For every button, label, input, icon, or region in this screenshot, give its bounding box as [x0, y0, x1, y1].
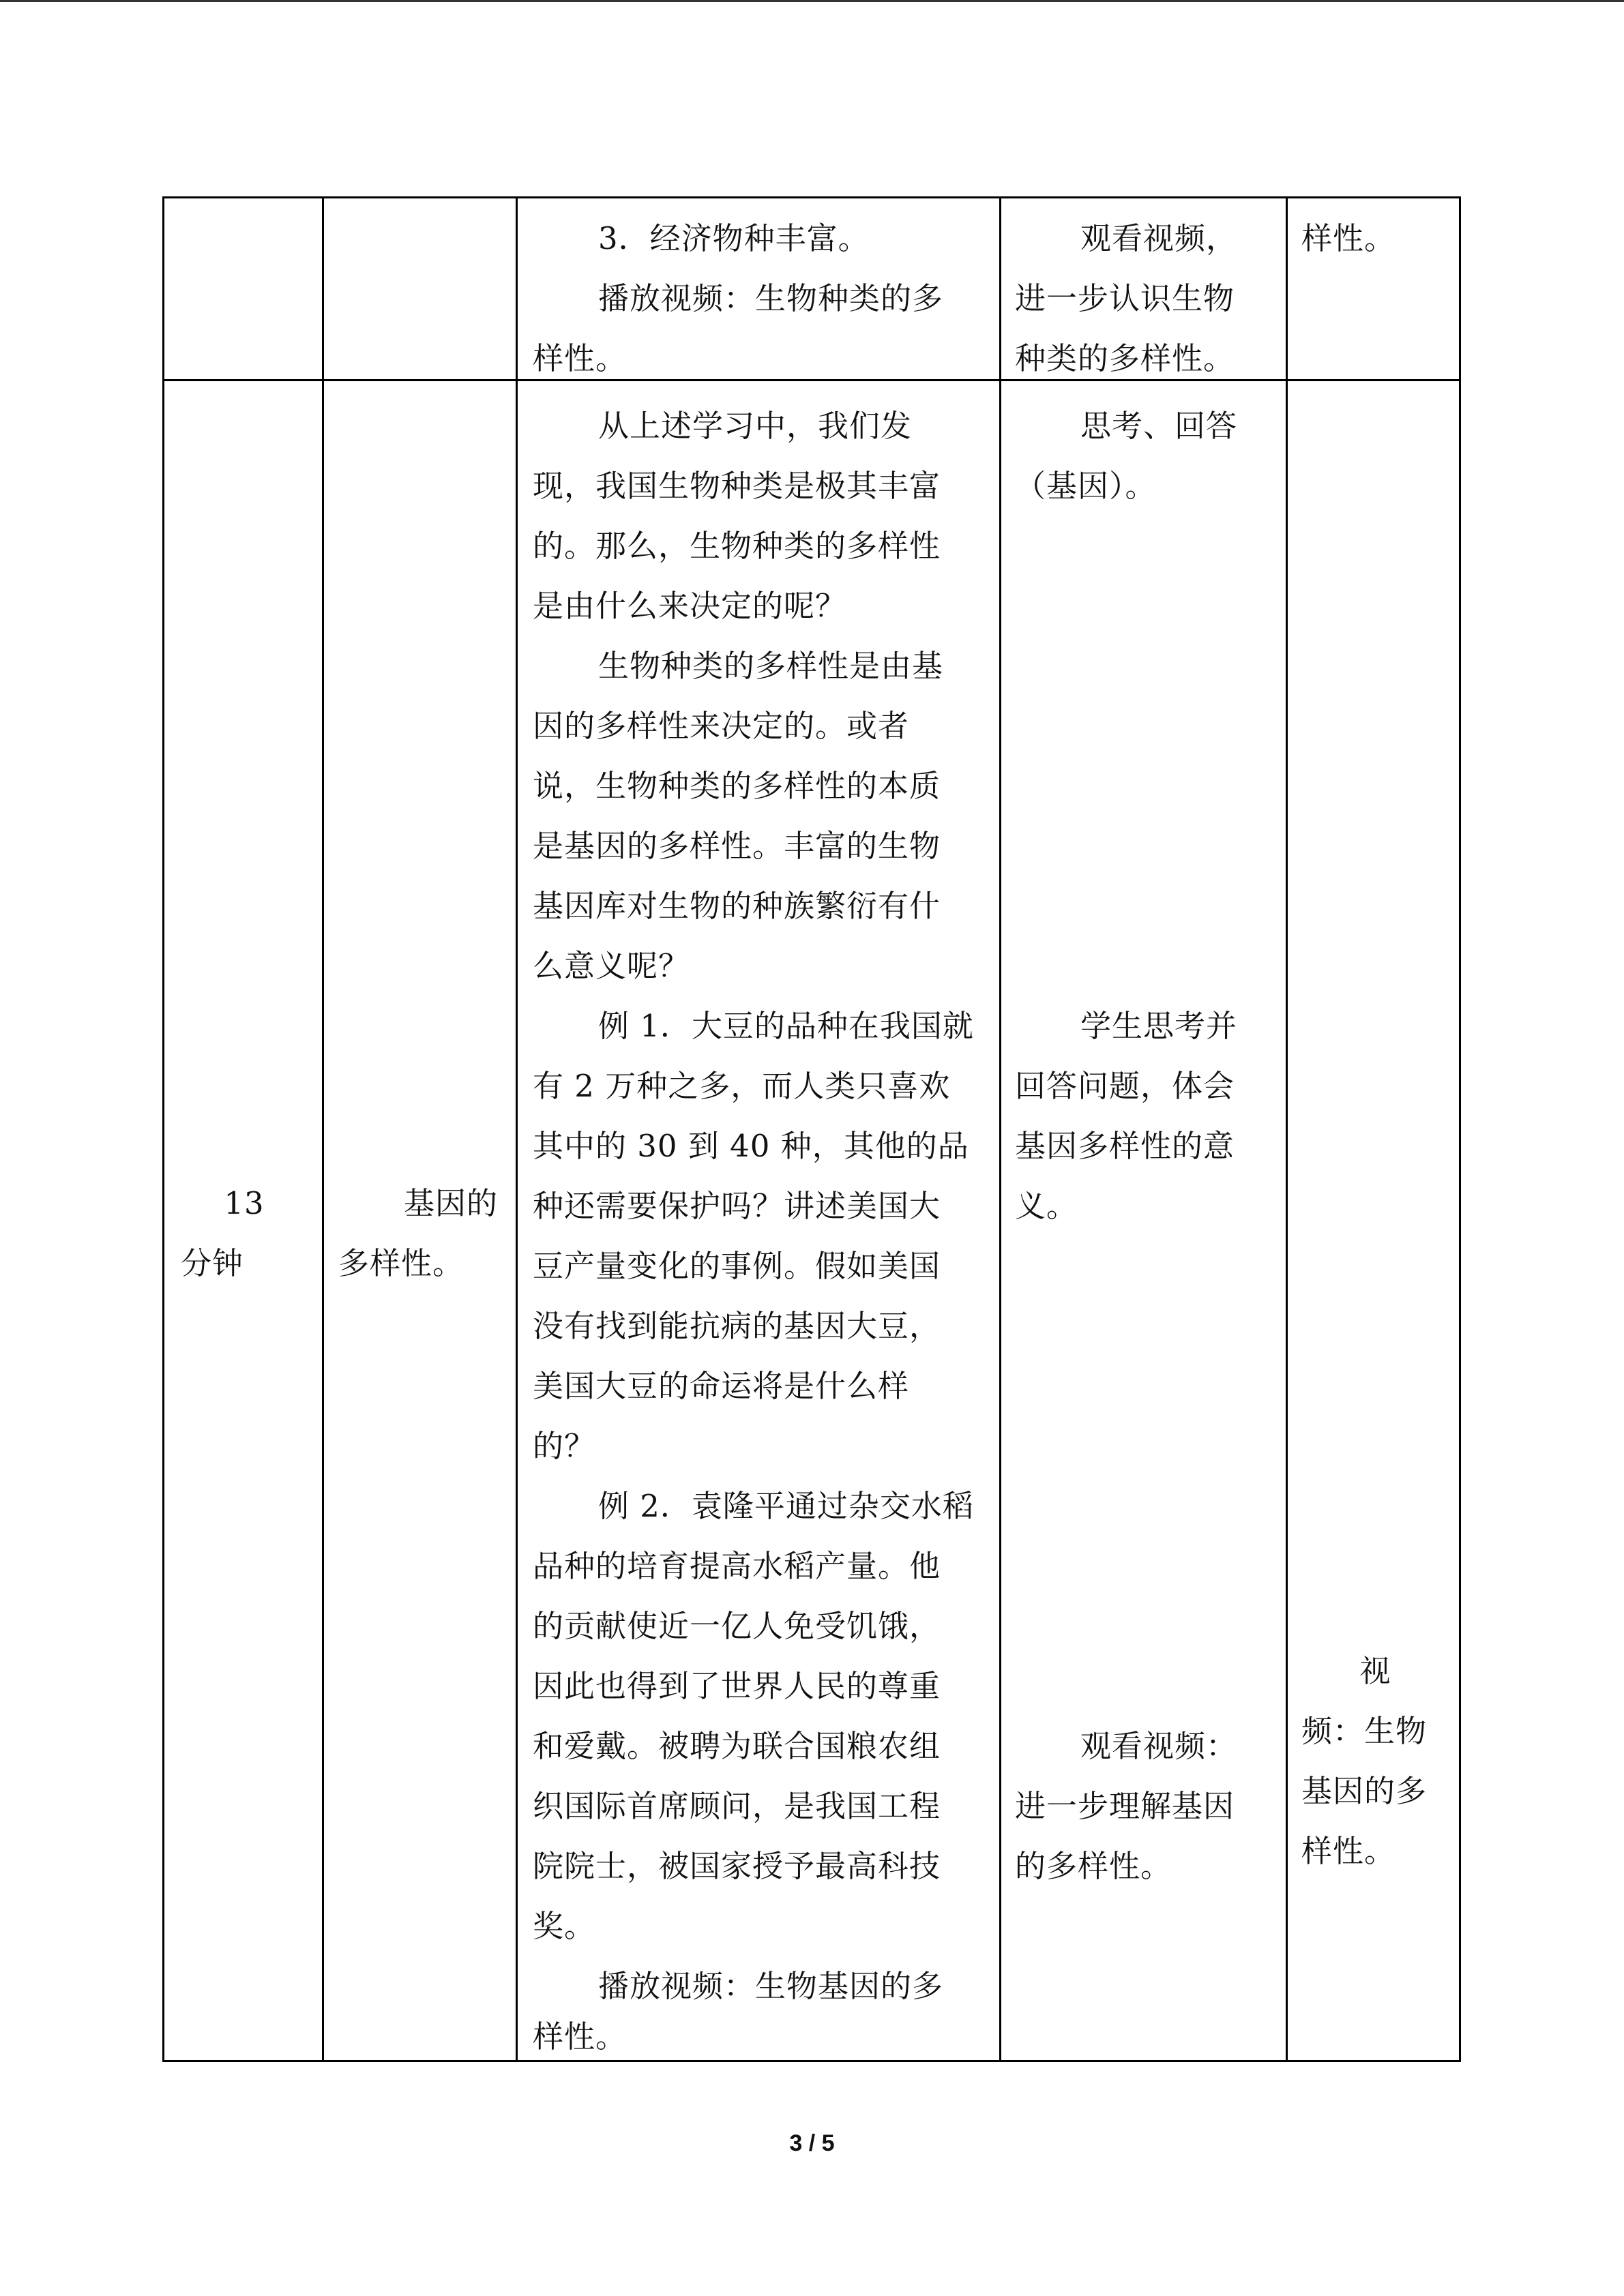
- column-divider-3: [999, 198, 1001, 2060]
- content-line: 有 2 万种之多，而人类只喜欢: [533, 1068, 951, 1104]
- activity-line: 观看视频：: [1080, 1728, 1238, 1764]
- content-line: 院院士，被国家授予最高科技: [533, 1848, 941, 1884]
- content-line: 是由什么来决定的呢？: [533, 588, 847, 624]
- content-line: 样性。: [533, 340, 628, 376]
- activity-line: 进一步理解基因: [1015, 1788, 1235, 1824]
- content-line: 的？: [533, 1428, 596, 1464]
- intent-line: 视: [1359, 1653, 1391, 1689]
- content-line: 现，我国生物种类是极其丰富: [533, 468, 941, 504]
- intent-line: 频：生物: [1301, 1713, 1428, 1749]
- content-line: 豆产量变化的事例。假如美国: [533, 1248, 941, 1284]
- top-border-rule: [0, 0, 1624, 2]
- content-line: 织国际首席顾问，是我国工程: [533, 1788, 941, 1824]
- activity-line: 回答问题，体会: [1015, 1068, 1235, 1104]
- stage-line: 多样性。: [338, 1245, 464, 1281]
- activity-line: 进一步认识生物: [1015, 280, 1235, 316]
- content-line: 美国大豆的命运将是什么样: [533, 1368, 910, 1404]
- content-line: 的。那么，生物种类的多样性: [533, 528, 941, 564]
- content-line: 3．经济物种丰富。: [598, 220, 870, 256]
- content-line: 奖。: [533, 1908, 596, 1944]
- content-line: 播放视频：生物种类的多: [598, 280, 944, 316]
- activity-line: 思考、回答: [1080, 408, 1238, 444]
- content-line: 和爱戴。被聘为联合国粮农组: [533, 1728, 941, 1764]
- activity-line: （基因）。: [1015, 468, 1157, 504]
- activity-line: 观看视频，: [1080, 220, 1238, 256]
- intent-line: 基因的多: [1301, 1773, 1428, 1809]
- content-line: 的贡献使近一亿人免受饥饿，: [533, 1608, 941, 1644]
- column-divider-4: [1286, 198, 1288, 2060]
- time-value: 13: [224, 1185, 265, 1221]
- activity-line: 种类的多样性。: [1015, 340, 1235, 376]
- column-divider-1: [322, 198, 324, 2060]
- content-line: 其中的 30 到 40 种，其他的品: [533, 1128, 969, 1164]
- content-line: 样性。: [533, 2018, 628, 2055]
- intent-line: 样性。: [1301, 1833, 1396, 1869]
- content-line: 是基因的多样性。丰富的生物: [533, 828, 941, 864]
- content-line: 例 1．大豆的品种在我国就: [598, 1008, 974, 1044]
- content-line: 品种的培育提高水稻产量。他: [533, 1548, 941, 1584]
- content-line: 没有找到能抗病的基因大豆，: [533, 1308, 941, 1344]
- column-divider-2: [516, 198, 518, 2060]
- content-line: 说，生物种类的多样性的本质: [533, 768, 941, 804]
- activity-line: 基因多样性的意: [1015, 1128, 1235, 1164]
- row-divider: [164, 379, 1459, 381]
- page-number: 3 / 5: [789, 2130, 835, 2156]
- intent-line: 样性。: [1301, 220, 1396, 256]
- content-line: 种还需要保护吗？讲述美国大: [533, 1188, 941, 1224]
- content-line: 因此也得到了世界人民的尊重: [533, 1668, 941, 1704]
- content-line: 因的多样性来决定的。或者: [533, 708, 910, 744]
- content-line: 生物种类的多样性是由基: [598, 648, 944, 684]
- content-line: 从上述学习中，我们发: [598, 408, 913, 444]
- stage-line: 基因的: [404, 1185, 499, 1221]
- content-line: 么意义呢？: [533, 948, 690, 984]
- content-line: 播放视频：生物基因的多: [598, 1968, 944, 2004]
- activity-line: 学生思考并: [1080, 1008, 1238, 1044]
- content-line: 例 2．袁隆平通过杂交水稻: [598, 1488, 974, 1524]
- content-line: 基因库对生物的种族繁衍有什: [533, 888, 941, 924]
- activity-line: 的多样性。: [1015, 1848, 1172, 1884]
- activity-line: 义。: [1015, 1188, 1078, 1224]
- lesson-plan-table: [162, 196, 1461, 2062]
- time-unit: 分钟: [181, 1245, 244, 1281]
